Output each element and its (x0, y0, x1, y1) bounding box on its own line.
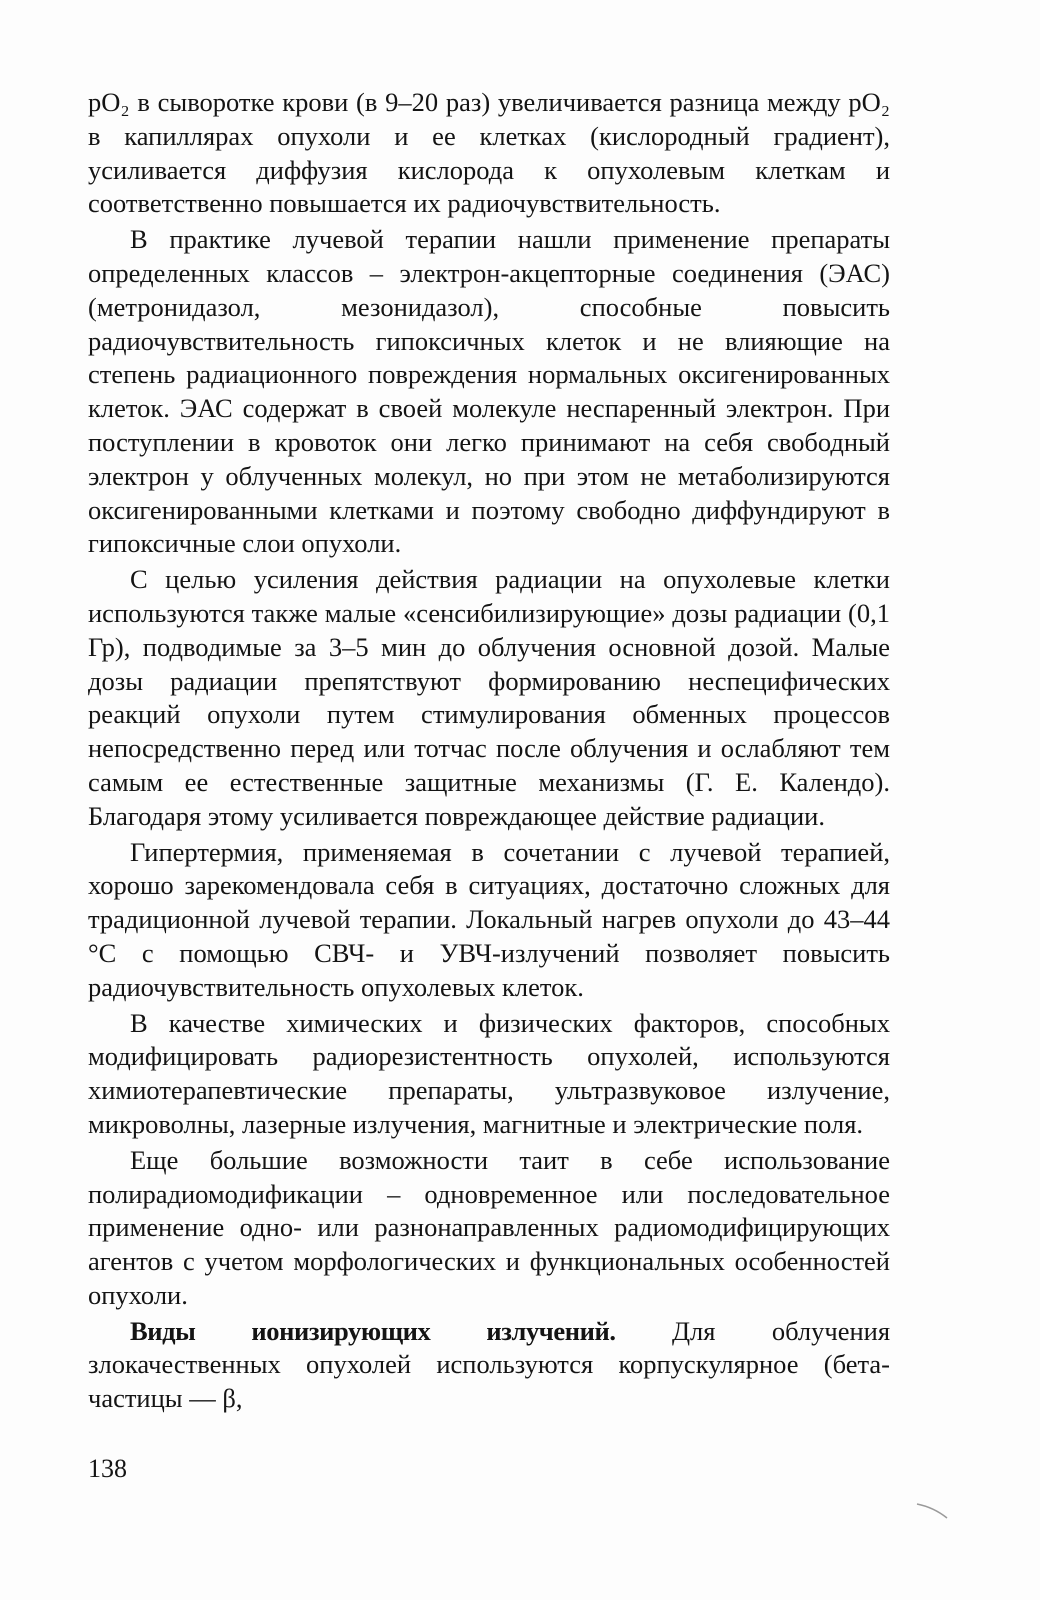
paragraph-sensitizing-doses: С целью усиления действия радиации на опухолевые клетки используются также малые «сенсибилизирующие» дозы радиации (0,1 Гр), подводимые за 3–5 мин до облучения основной дозой. Малые дозы радиации препятствуют формированию неспецифических реакций опухоли путем стимулирования обменных процессов непосредственно перед или тотчас после облучения и ослабляют тем самым ее естественные защитные механизмы (Г. Е. Календо). Благодаря этому усиливается повреждающее действие радиации. (88, 564, 890, 831)
paragraph-polyradiomodification: Еще большие возможности таит в себе использование полирадиомодификации – одновременное или последовательное применение одно- или разнонаправленных радиомодифицирующих агентов с учетом морфологических и функциональных особенностей опухоли. (88, 1144, 890, 1310)
paragraph-continued: pO₂ в сыворотке крови (в 9–20 раз) увеличивается разница между pO₂ в капиллярах опухоли и ее клетках (кислородный градиент), усиливается диффузия кислорода к опухолевым клеткам и соответственно повышается их радиочувствительность. (88, 87, 890, 219)
run-in-heading: Виды ионизирующих излучений. (130, 1315, 616, 1346)
paragraph-hyperthermia: Гипертермия, применяемая в сочетании с лучевой терапией, хорошо зарекомендовала себя в ситуациях, достаточно сложных для традиционной лучевой терапии. Локальный нагрев опухоли до 43–44 °С с помощью СВЧ- и УВЧ-излучений позволяет повысить радиочувствительность опухолевых клеток. (88, 836, 890, 1002)
paragraph-modifying-factors: В качестве химических и физических факторов, способных модифицировать радиорезистентность опухолей, используются химиотерапевтические препараты, ультразвуковое излучение, микроволны, лазерные излучения, магнитные и электрические поля. (88, 1007, 890, 1139)
scan-mark-decoration (915, 1500, 949, 1520)
paragraph-electron-acceptors: В практике лучевой терапии нашли применение препараты определенных классов – электрон-акцепторные соединения (ЭАС) (метронидазол, мезонидазол), способные повысить радиочувствительность гипоксичных клеток и не влияющие на степень радиационного повреждения нормальных оксигенированных клеток. ЭАС содержат в своей молекуле неспаренный электрон. При поступлении в кровоток они легко принимают на себя свободный электрон у облученных молекул, но при этом не метаболизируются оксигенированными клетками и поэтому свободно диффундируют в гипоксичные слои опухоли. (88, 224, 890, 559)
page-number: 138 (88, 1454, 127, 1483)
body-text (88, 86, 890, 1416)
paragraph-radiation-types-text: Для облучения злокачественных опухолей используются корпускулярное (бета-частицы — β, (88, 1315, 891, 1414)
paragraph-radiation-types (88, 1315, 890, 1416)
